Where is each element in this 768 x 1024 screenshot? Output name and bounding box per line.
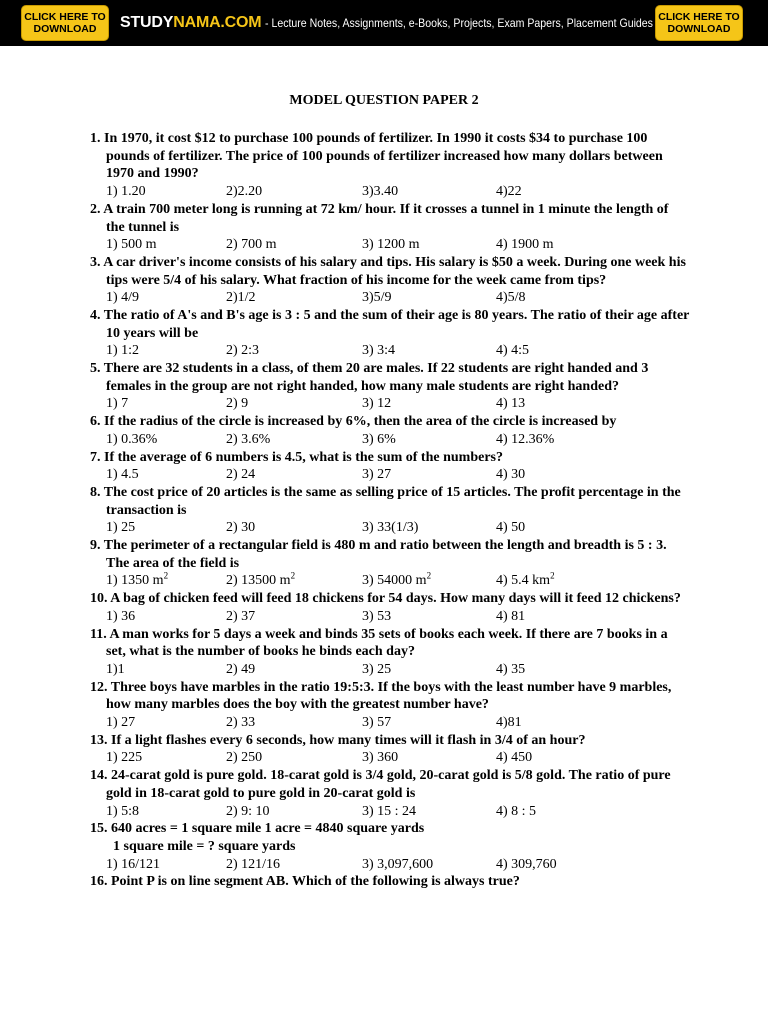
question-body: Point P is on line segment AB. Which of the following is always true? — [107, 874, 520, 890]
question-number: 8. — [90, 484, 101, 500]
question-text — [90, 360, 690, 395]
page-title: MODEL QUESTION PAPER 2 — [289, 93, 479, 108]
answer-option: 1) 4.5 — [106, 467, 139, 483]
unit-superscript: 2 — [426, 570, 432, 581]
question-item — [90, 679, 690, 732]
answer-option: 1) 500 m — [106, 237, 157, 253]
answer-option: 2) 37 — [226, 608, 256, 624]
answer-option: 4) 4:5 — [496, 343, 530, 359]
answer-option: 4)81 — [496, 715, 522, 731]
answer-option: 3) 3:4 — [362, 343, 396, 359]
answer-option: 2) 3.6% — [226, 431, 271, 447]
question-text — [90, 626, 690, 661]
answer-option: 1) 36 — [106, 608, 136, 624]
answer-option: 4) 35 — [496, 661, 526, 677]
answer-option: 3) 27 — [362, 467, 392, 483]
answer-option: 4) 309,760 — [496, 856, 557, 872]
answer-option: 3) 360 — [362, 750, 399, 766]
answer-option: 2)1/2 — [226, 290, 256, 306]
answer-option: 3) 12 — [362, 396, 392, 412]
site-brand[interactable] — [120, 0, 706, 46]
site-logo[interactable]: STUDYNAMA.COM — [120, 14, 262, 31]
question-text — [90, 537, 690, 572]
question-number: 4. — [90, 307, 101, 323]
options-row — [90, 342, 690, 360]
answer-option: 2) 9 — [226, 396, 249, 412]
options-row — [90, 519, 690, 537]
answer-option: 4) 8 : 5 — [496, 803, 537, 819]
question-text — [90, 767, 690, 802]
top-banner — [0, 0, 768, 46]
question-body: The cost price of 20 articles is the same as selling price of 15 articles. The profit percentage in the transaction is — [100, 484, 681, 518]
question-text — [90, 201, 690, 236]
answer-option: 4) 5.4 $km^2$ — [496, 570, 555, 589]
answer-option: 1) 4/9 — [106, 290, 140, 306]
question-text — [90, 413, 690, 431]
question-body: The ratio of A's and B's age is 3 : 5 and the sum of their age is 80 years. The ratio of their age after 10 years will be — [100, 307, 690, 341]
answer-option: 4) 81 — [496, 608, 526, 624]
question-item — [90, 484, 690, 537]
answer-option: 1) 7 — [106, 396, 129, 412]
answer-option: 2) 2:3 — [226, 343, 260, 359]
answer-option: 1) 16/121 — [106, 856, 161, 872]
question-item — [90, 873, 690, 891]
answer-option: 1) 0.36% — [106, 431, 158, 447]
answer-option: 2) 24 — [226, 467, 256, 483]
answer-option: 2) 250 — [226, 750, 263, 766]
download-button-left[interactable]: CLICK HERE TO DOWNLOAD — [21, 5, 109, 41]
answer-option: 4) 13 — [496, 396, 526, 412]
options-row — [90, 572, 690, 590]
options-row — [90, 466, 690, 484]
question-text — [90, 732, 690, 750]
options-row — [90, 236, 690, 254]
question-number: 7. — [90, 449, 101, 465]
answer-option: 3) 1200 m — [362, 237, 420, 253]
question-item — [90, 413, 690, 448]
answer-option: 3) 15 : 24 — [362, 803, 417, 819]
answer-option: 2)2.20 — [226, 184, 263, 200]
question-text — [90, 307, 690, 342]
question-item — [90, 254, 690, 307]
options-row — [90, 608, 690, 626]
question-text — [90, 873, 690, 891]
answer-option: 4)22 — [496, 184, 522, 200]
options-row — [90, 395, 690, 413]
unit-superscript: 2 — [163, 570, 169, 581]
question-text — [90, 130, 690, 183]
question-number: 11. — [90, 626, 107, 642]
question-body: Three boys have marbles in the ratio 19:5:3. If the boys with the least number have 9 marbles, how many marbles does the boy with the greatest number have? — [106, 679, 672, 713]
answer-option: 1) 25 — [106, 520, 136, 536]
options-row — [90, 661, 690, 679]
answer-option: 2) 9: 10 — [226, 803, 270, 819]
question-extra-line: 1 square mile = ? square yards — [113, 838, 296, 854]
question-number: 12. — [90, 679, 108, 695]
question-body: If the average of 6 numbers is 4.5, what is the sum of the numbers? — [100, 449, 503, 465]
download-button-right[interactable]: CLICK HERE TO DOWNLOAD — [655, 5, 743, 41]
answer-option: 2) 700 m — [226, 237, 277, 253]
question-item — [90, 201, 690, 254]
answer-option: 2) 13500 $m^2$ — [226, 570, 296, 589]
answer-option: 3)5/9 — [362, 290, 392, 306]
question-text — [90, 590, 690, 608]
question-item — [90, 449, 690, 484]
options-row — [90, 289, 690, 307]
question-text — [90, 254, 690, 289]
answer-option: 1) 5:8 — [106, 803, 140, 819]
question-number: 6. — [90, 414, 101, 430]
answer-option: 4)5/8 — [496, 290, 526, 306]
question-number: 13. — [90, 732, 108, 748]
answer-option: 1) 225 — [106, 750, 143, 766]
question-item — [90, 307, 690, 360]
question-body: In 1970, it cost $12 to purchase 100 pounds of fertilizer. In 1990 it costs $34 to purchase 100 pounds of fertilizer. The price of 100 pounds of fertilizer increased how many dollars between 1970 and 1990? — [100, 131, 663, 182]
answer-option: 4) 1900 m — [496, 237, 554, 253]
question-text — [90, 679, 690, 714]
answer-option: 3) 3,097,600 — [362, 856, 434, 872]
question-number: 15. — [90, 821, 108, 837]
answer-option: 1) 1:2 — [106, 343, 140, 359]
question-number: 10. — [90, 591, 108, 607]
question-number: 3. — [90, 254, 101, 270]
unit-superscript: 2 — [550, 570, 555, 581]
question-body: A bag of chicken feed will feed 18 chickens for 54 days. How many days will it feed 12 chickens? — [107, 591, 681, 607]
question-item — [90, 130, 690, 201]
question-item — [90, 360, 690, 413]
question-number: 9. — [90, 538, 101, 554]
answer-option: 2) 33 — [226, 715, 256, 731]
question-body: If the radius of the circle is increased by 6%, then the area of the circle is increased by — [100, 414, 617, 430]
answer-option: 4) 30 — [496, 467, 526, 483]
question-number: 5. — [90, 361, 101, 377]
question-item — [90, 626, 690, 679]
answer-option: 1) 1350 $m^2$ — [106, 570, 169, 589]
options-row — [90, 856, 690, 874]
answer-option: 1) 27 — [106, 715, 136, 731]
answer-option: 1) 1.20 — [106, 184, 146, 200]
question-body: A train 700 meter long is running at 72 km/ hour. If it crosses a tunnel in 1 minute the length of the tunnel is — [100, 201, 669, 235]
answer-option: 3) 6% — [362, 431, 396, 447]
question-body: 640 acres = 1 square mile 1 acre = 4840 square yards — [107, 821, 425, 837]
question-number: 16. — [90, 874, 108, 890]
answer-option: 4) 50 — [496, 520, 526, 536]
question-text — [90, 484, 690, 519]
question-text — [90, 820, 690, 838]
question-body: A car driver's income consists of his salary and tips. His salary is $50 a week. During one week his tips were 5/4 of his salary. What fraction of his income for the week came from tips? — [100, 254, 686, 288]
answer-option: 3)3.40 — [362, 184, 399, 200]
question-body: A man works for 5 days a week and binds 35 sets of books each week. If there are 7 books in a set, what is the number of books he binds each day? — [106, 626, 668, 660]
question-item — [90, 590, 690, 625]
answer-option: 2) 121/16 — [226, 856, 281, 872]
question-item — [90, 537, 690, 590]
options-row — [90, 749, 690, 767]
answer-option: 3) 25 — [362, 661, 392, 677]
answer-option: 3) 54000 $m^2$ — [362, 570, 432, 589]
question-text — [90, 449, 690, 467]
answer-option: 4) 12.36% — [496, 431, 555, 447]
options-row — [90, 714, 690, 732]
answer-option: 3) 53 — [362, 608, 392, 624]
question-item — [90, 767, 690, 820]
answer-option: 2) 30 — [226, 520, 256, 536]
question-number: 1. — [90, 131, 101, 146]
question-item — [90, 732, 690, 767]
answer-option: 4) 450 — [496, 750, 533, 766]
answer-option: 3) 33(1/3) — [362, 520, 419, 536]
question-number: 2. — [90, 201, 101, 217]
question-body: 24-carat gold is pure gold. 18-carat gold is 3/4 gold, 20-carat gold is 5/8 gold. The ratio of pure gold in 18-carat gold to pure gold in 20-carat gold is — [106, 768, 671, 801]
options-row — [90, 803, 690, 821]
site-tagline: - Lecture Notes, Assignments, e-Books, Projects, Exam Papers, Placement Guides — [265, 16, 654, 30]
options-row — [90, 183, 690, 201]
question-number: 14. — [90, 768, 108, 784]
question-body: There are 32 students in a class, of them 20 are males. If 22 students are right handed and 3 females in the group are not right handed, how many male students are right handed? — [100, 361, 649, 394]
unit-superscript: 2 — [290, 570, 296, 581]
answer-option: 1)1 — [106, 661, 125, 677]
question-item — [90, 820, 690, 873]
answer-option: 3) 57 — [362, 715, 392, 731]
question-body: If a light flashes every 6 seconds, how many times will it flash in 3/4 of an hour? — [107, 732, 586, 748]
question-body: The perimeter of a rectangular field is 480 m and ratio between the length and breadth is 5 : 3. The area of the field is — [100, 538, 667, 571]
options-row — [90, 431, 690, 449]
answer-option: 2) 49 — [226, 661, 256, 677]
question-list — [90, 130, 690, 891]
